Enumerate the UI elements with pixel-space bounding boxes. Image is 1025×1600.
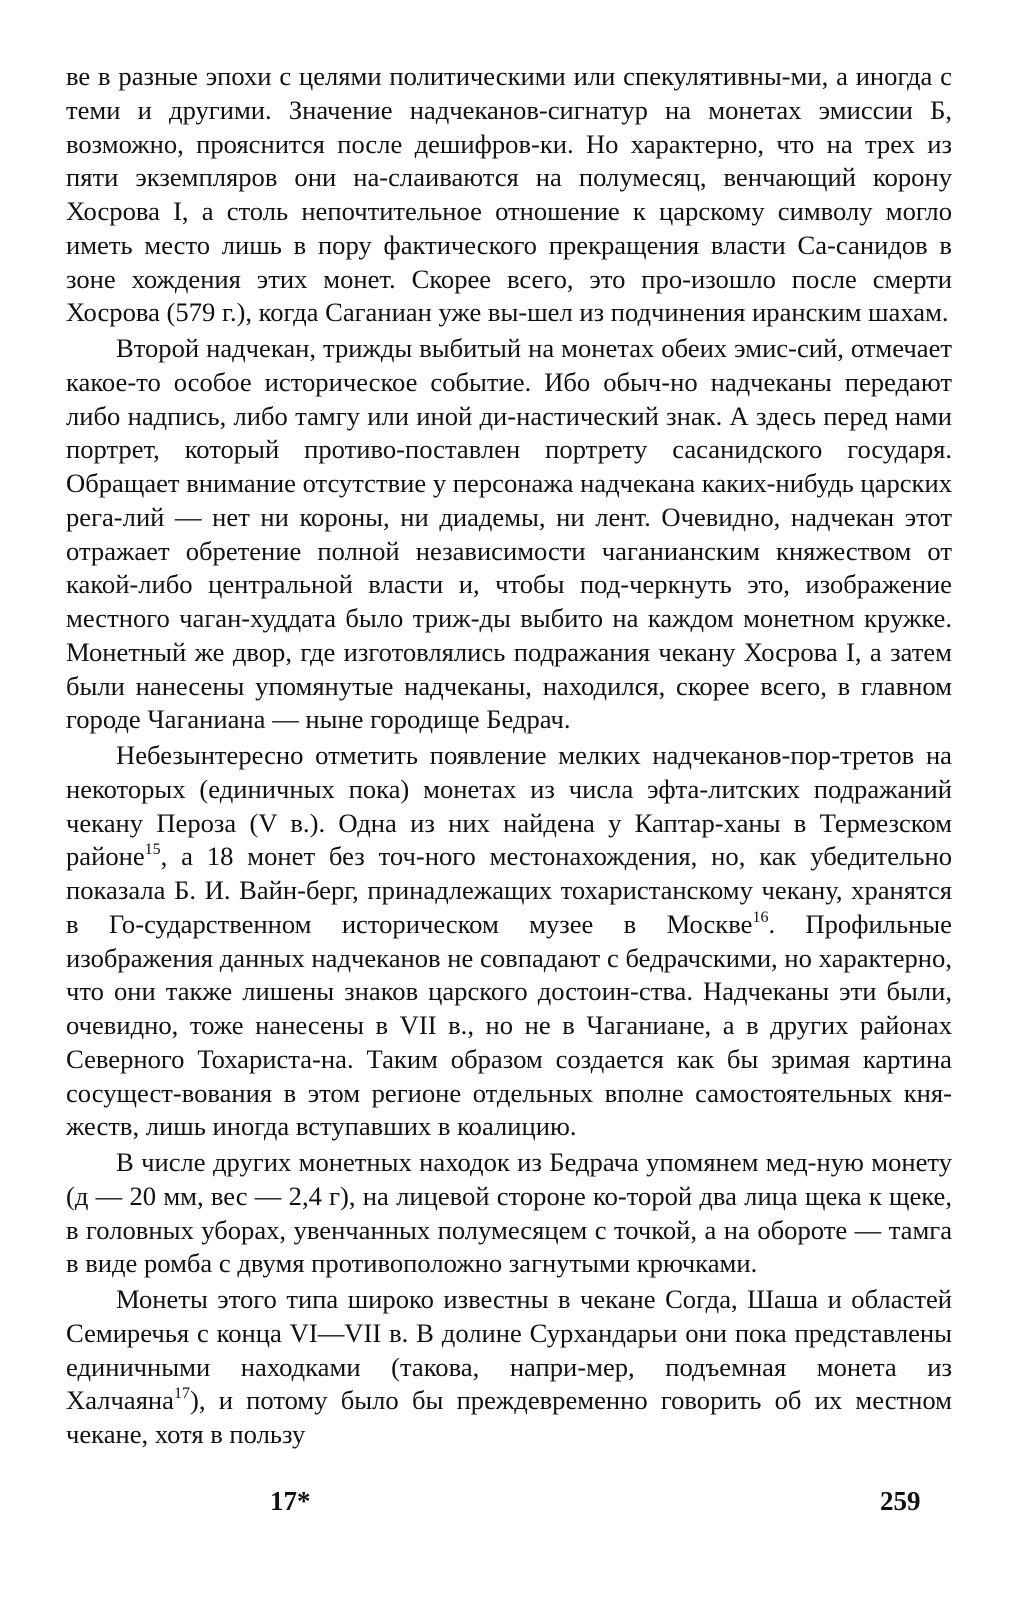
footnote-ref-15: 15 [144, 841, 161, 859]
paragraph-4: В числе других монетных находок из Бедрача упомянем мед-ную монету (д — 20 мм, вес — 2,4 г), на лицевой стороне ко-торой два лица щека к щеке, в головных уборах, увенчанных полумесяцем с точкой, а на обороте — тамга в виде ромба с двумя противоположно загнутыми крючками. [66, 1147, 952, 1279]
paragraph-5-text-a: Монеты этого типа широко известны в чекане Согда, Шаша и областей Семиречья с конца VI—VII в. В долине Сурхандарьи они пока представлены единичными находками (такова, напри-мер, подъемная монета из Халчаяна [66, 1284, 952, 1416]
paragraph-3 [66, 739, 952, 1144]
paragraph-3-text-b: , а 18 монет без точ-ного местонахождения, но, как убедительно показала Б. И. Вайн-берг, принадлежащих тохаристанскому чекану, хранятся в Го-сударственном историческом музее в Москве [66, 841, 952, 939]
footnote-ref-16: 16 [752, 908, 769, 926]
paragraph-1: ве в разные эпохи с целями политическими или спекулятивны-ми, а иногда с теми и другими. Значение надчеканов-сигнатур на монетах эмиссии Б, возможно, прояснится после дешифров-ки. Но характерно, что на трех из пяти экземпляров они на-слаиваются на полумесяц, венчающий корону Хосрова I, а столь непочтительное отношение к царскому символу могло иметь место лишь в пору фактического прекращения власти Са-санидов в зоне хождения этих монет. Скорее всего, это про-изошло после смерти Хосрова (579 г.), когда Саганиан уже вы-шел из подчинения иранским шахам. [66, 61, 952, 328]
paragraph-5 [66, 1283, 952, 1452]
paragraph-2: Второй надчекан, трижды выбитый на монетах обеих эмис-сий, отмечает какое-то особое историческое событие. Ибо обыч-но надчеканы передают либо надпись, либо тамгу или иной ди-настический знак. А здесь перед нами портрет, который противо-поставлен портрету сасанидского государя. Обращает внимание отсутствие у персонажа надчекана каких-нибудь царских рега-лий — нет ни короны, ни диадемы, ни лент. Очевидно, надчекан этот отражает обретение полной независимости чаганианским княжеством от какой-либо центральной власти и, чтобы под-черкнуть это, изображение местного чаган-худдата было триж-ды выбито на каждом монетном кружке. Монетный же двор, где изготовлялись подражания чекану Хосрова I, а затем были нанесены упомянутые надчеканы, находился, скорее всего, в главном городе Чаганиана — ныне городище Бедрач. [66, 333, 952, 735]
printer-signature: 17* [270, 1486, 311, 1516]
paragraph-5-text-b: ), и потому было бы преждевременно говорить об их местном чекане, хотя в пользу [66, 1385, 952, 1449]
page-number: 259 [880, 1486, 921, 1516]
page-body [66, 60, 952, 1452]
footnote-ref-17: 17 [173, 1385, 190, 1403]
paragraph-3-text-a: Небезынтересно отметить появление мелких надчеканов-пор-третов на некоторых (единичных пока) монетах из числа эфта-литских подражаний чекану Пероза (V в.). Одна из них найдена у Каптар-ханы в Термезском районе [66, 740, 952, 872]
paragraph-3-text-c: . Профильные изображения данных надчеканов не совпадают с бедрачскими, но характерно, что они также лишены знаков царского достоин-ства. Надчеканы эти были, очевидно, тоже нанесены в VII в., но не в Чаганиане, а в других районах Северного Тохариста-на. Таким образом создается как бы зримая картина сосущест-вования в этом регионе отдельных вполне самостоятельных кня-жеств, лишь иногда вступавших в коалицию. [66, 908, 952, 1142]
